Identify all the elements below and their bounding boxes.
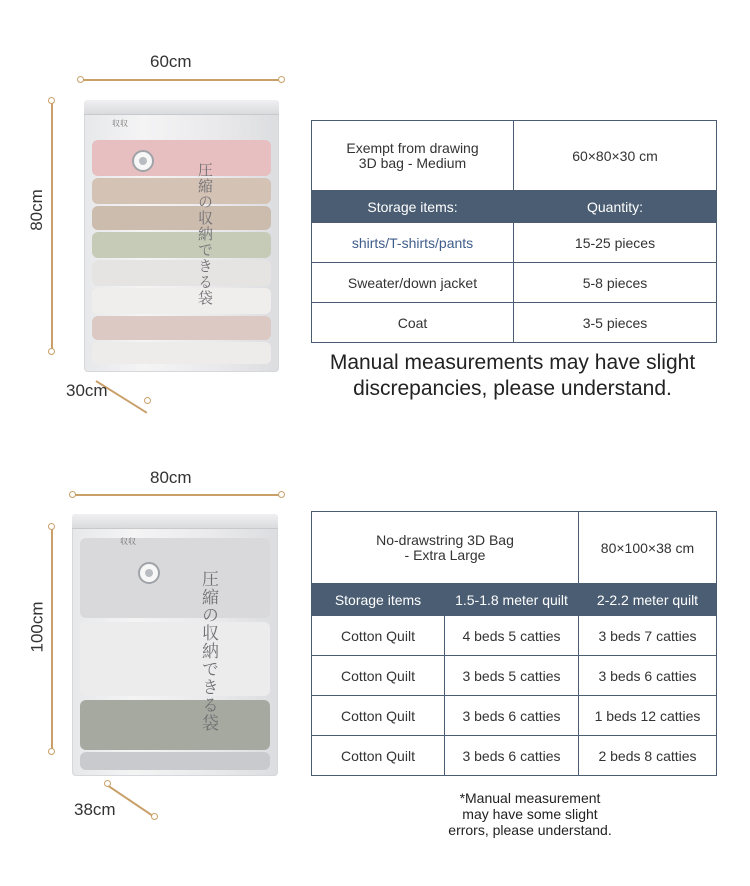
bag-clothing-layer — [92, 342, 271, 364]
bag-clothing-layer — [92, 140, 271, 176]
table-row — [312, 223, 717, 263]
bottom-depth-label: 38cm — [74, 800, 116, 819]
top-width-line — [80, 79, 282, 81]
product-name-cell: Exempt from drawing 3D bag - Medium — [312, 121, 514, 191]
quantity-cell: 3 beds 5 catties — [445, 656, 579, 696]
header-storage-items: Storage items — [312, 584, 445, 616]
header-quilt-2: 2-2.2 meter quilt — [579, 584, 717, 616]
bag-clothing-layer — [92, 206, 271, 230]
top-width-label: 60cm — [150, 52, 192, 71]
item-cell: Cotton Quilt — [312, 616, 445, 656]
bag-clothing-layer — [92, 232, 271, 258]
quantity-cell: 5-8 pieces — [514, 263, 717, 303]
top-width-dot-right — [278, 76, 285, 83]
bag-zipper — [72, 514, 278, 529]
header-quantity: Quantity: — [514, 191, 717, 223]
bag-quilt-layer — [80, 622, 270, 696]
table-row — [312, 736, 717, 776]
valve-icon — [132, 150, 154, 172]
bottom-height-dot-bottom — [48, 748, 55, 755]
bottom-depth-dot-end — [151, 813, 158, 820]
top-storage-bag-image — [84, 100, 279, 372]
quantity-cell: 3 beds 6 catties — [445, 736, 579, 776]
top-height-dot-bottom — [48, 348, 55, 355]
item-cell: Cotton Quilt — [312, 696, 445, 736]
item-cell: Coat — [312, 303, 514, 343]
quantity-cell: 2 beds 8 catties — [579, 736, 717, 776]
item-cell: shirts/T-shirts/pants — [312, 223, 514, 263]
quantity-cell: 3 beds 6 catties — [445, 696, 579, 736]
bag-clothing-layer — [92, 316, 271, 340]
item-cell: Sweater/down jacket — [312, 263, 514, 303]
bag-japanese-text: 圧縮の収納できる袋 — [199, 570, 218, 732]
bag-quilt-layer — [80, 700, 270, 750]
item-cell: Cotton Quilt — [312, 736, 445, 776]
top-spec-table — [311, 120, 717, 343]
bag-clothing-layer — [92, 288, 271, 314]
bottom-height-dot-top — [48, 523, 55, 530]
bottom-width-label: 80cm — [150, 468, 192, 487]
top-height-line — [51, 100, 53, 352]
bottom-depth-dot-start — [104, 780, 111, 787]
bottom-width-line — [72, 494, 282, 496]
bag-zipper — [84, 100, 279, 115]
header-quilt-1: 1.5-1.8 meter quilt — [445, 584, 579, 616]
top-depth-dot-end — [144, 397, 151, 404]
bottom-height-line — [51, 526, 53, 752]
quantity-cell: 1 beds 12 catties — [579, 696, 717, 736]
top-width-dot-left — [77, 76, 84, 83]
valve-icon — [138, 562, 160, 584]
table-row — [312, 656, 717, 696]
item-cell: Cotton Quilt — [312, 656, 445, 696]
bottom-width-dot-left — [69, 491, 76, 498]
table-row — [312, 696, 717, 736]
bottom-spec-table — [311, 511, 717, 776]
quantity-cell: 4 beds 5 catties — [445, 616, 579, 656]
top-depth-label: 30cm — [66, 381, 108, 400]
table-row — [312, 263, 717, 303]
quantity-cell: 15-25 pieces — [514, 223, 717, 263]
bag-quilt-layer — [80, 752, 270, 770]
table-row — [312, 303, 717, 343]
top-height-label: 80cm — [26, 189, 46, 231]
bottom-storage-bag-image — [72, 514, 278, 776]
quantity-cell: 3 beds 6 catties — [579, 656, 717, 696]
bag-clothing-layer — [92, 260, 271, 286]
bag-brand: 収収 — [120, 537, 136, 546]
product-name-cell: No-drawstring 3D Bag - Extra Large — [312, 512, 579, 584]
table-row — [312, 616, 717, 656]
top-height-dot-top — [48, 97, 55, 104]
bag-clothing-layer — [92, 178, 271, 204]
bag-quilt-layer — [80, 538, 270, 618]
header-storage-items: Storage items: — [312, 191, 514, 223]
bag-brand: 収収 — [112, 119, 128, 128]
quantity-cell: 3 beds 7 catties — [579, 616, 717, 656]
bottom-width-dot-right — [278, 491, 285, 498]
top-disclaimer-note: Manual measurements may have slight discrepancies, please understand. — [329, 351, 696, 400]
product-size-cell: 80×100×38 cm — [579, 512, 717, 584]
product-size-cell: 60×80×30 cm — [514, 121, 717, 191]
bottom-disclaimer-note: *Manual measurement may have some slight errors, please understand. — [448, 790, 612, 838]
quantity-cell: 3-5 pieces — [514, 303, 717, 343]
bag-japanese-text: 圧縮の収納できる袋 — [196, 162, 213, 306]
bottom-height-label: 100cm — [27, 601, 47, 653]
